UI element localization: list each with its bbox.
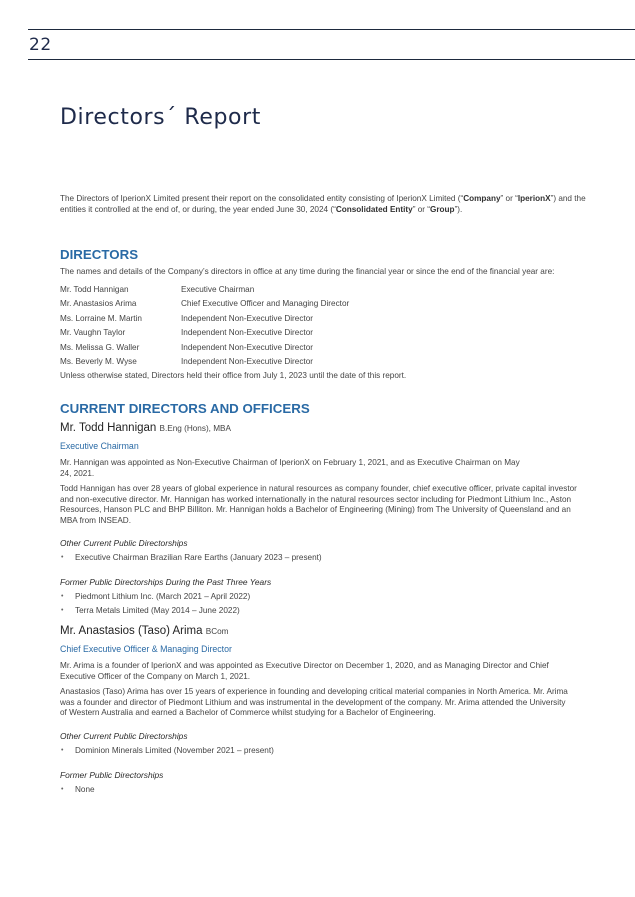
page-number: 22 [29,35,52,55]
director-row [60,297,590,312]
director-role: Independent Non-Executive Director [181,342,313,352]
directors-list [60,283,590,370]
list-item: • Dominion Minerals Limited (November 2021 – present) [60,744,590,758]
term-iperionx: IperionX [517,194,551,203]
former-directorships-list [60,590,590,618]
former-directorships-heading: Former Public Directorships During the Past Three Years [60,577,272,587]
officer-qualifications: BCom [205,627,229,636]
director-name: Mr. Vaughn Taylor [60,328,126,337]
officer-role: Chief Executive Officer & Managing Director [60,644,232,654]
list-item: • Piedmont Lithium Inc. (March 2021 – April 2022) [60,590,590,604]
director-name: Ms. Melissa G. Waller [60,342,140,352]
officer-name-text: Mr. Anastasios (Taso) Arima [60,625,203,637]
intro-text: ” or “ [500,194,518,203]
intro-paragraph [60,194,590,215]
former-directorships-list [60,783,590,797]
current-directorships-list [60,744,590,758]
intro-text: ” or “ [412,204,430,214]
term-consolidated-entity: Consolidated Entity [335,204,413,214]
page-title: Directors´ Report [60,105,261,130]
officer-bio-paragraph: Mr. Arima is a founder of IperionX and was appointed as Executive Director on December 1, 2020, and as Managing Director and Chief Executive Officer of the Company on March 1, 2021. [60,661,549,681]
director-role: Chief Executive Officer and Managing Director [181,299,350,308]
director-name: Ms. Beverly M. Wyse [60,357,137,366]
director-name: Mr. Anastasios Arima [60,299,137,308]
director-name: Mr. Todd Hannigan [60,284,129,294]
director-role: Executive Chairman [181,284,255,294]
current-directorships-heading: Other Current Public Directorships [60,538,188,548]
list-item: • Terra Metals Limited (May 2014 – June 2022) [60,604,590,618]
intro-text: ”) and the entities it controlled at the end of, or during, the year ended June 30, 2024 (“ [60,194,586,214]
list-item: • None [60,783,590,797]
director-row [60,326,590,341]
director-name: Ms. Lorraine M. Martin [60,313,142,323]
director-row [60,341,590,356]
director-row [60,355,590,370]
former-directorships-heading: Former Public Directorships [60,769,164,780]
term-group: Group [430,204,455,214]
directors-intro: The names and details of the Company’s directors in office at any time during the financial year or since the end of the financial year are: [60,267,555,276]
officer-profile-hannigan [60,421,590,618]
officer-name [60,624,590,639]
header-rule-bottom [28,59,635,60]
director-role: Independent Non-Executive Director [181,328,313,337]
officer-qualifications: B.Eng (Hons), MBA [159,424,231,433]
officer-name [60,421,590,436]
current-directorships-heading: Other Current Public Directorships [60,730,188,741]
director-role: Independent Non-Executive Director [181,313,313,323]
director-role: Independent Non-Executive Director [181,357,313,366]
list-item: • Executive Chairman Brazilian Rare Earths (January 2023 – present) [60,551,590,565]
header-rule-top [28,29,635,30]
current-directorships-list [60,551,590,565]
report-body [60,194,590,797]
intro-text: ”). [454,204,463,214]
tenure-note: Unless otherwise stated, Directors held their office from July 1, 2023 until the date of this report. [60,370,407,380]
term-company: Company [463,194,501,203]
officer-profile-arima [60,624,590,797]
officer-role: Executive Chairman [60,441,139,451]
officer-bio-paragraph: Todd Hannigan has over 28 years of global experience in natural resources as company founder, chief executive officer, private capital investor and non-executive director. Mr. Hannigan has worked internationally in the natural resources sector including for Piedmont Lithium Inc., Aston Resources, Hanson PLC and BHP Billiton. Mr. Hannigan holds a Bachelor of Engineering (Mining) from The University of Queensland and an MBA from INSEAD. [60,484,577,525]
intro-text: The Directors of IperionX Limited present their report on the consolidated entity consisting of IperionX Limited (“ [60,194,464,203]
officer-name-text: Mr. Todd Hannigan [60,422,157,434]
officer-bio-paragraph: Anastasios (Taso) Arima has over 15 years of experience in founding and developing critical material companies in North America. Mr. Arima was a founder and director of Piedmont Lithium and was instrumental in the development of the company. Mr. Arima attended the University of Western Australia and earned a Bachelor of Commerce whilst studying for a Bachelor of Engineering. [60,687,568,717]
director-row [60,312,590,327]
officers-heading: CURRENT DIRECTORS AND OFFICERS [60,401,310,416]
officer-bio-paragraph: Mr. Hannigan was appointed as Non-Executive Chairman of IperionX on February 1, 2021, and as Executive Chairman on May 24, 2021. [60,458,520,478]
directors-heading: DIRECTORS [60,247,139,262]
director-row [60,283,590,298]
